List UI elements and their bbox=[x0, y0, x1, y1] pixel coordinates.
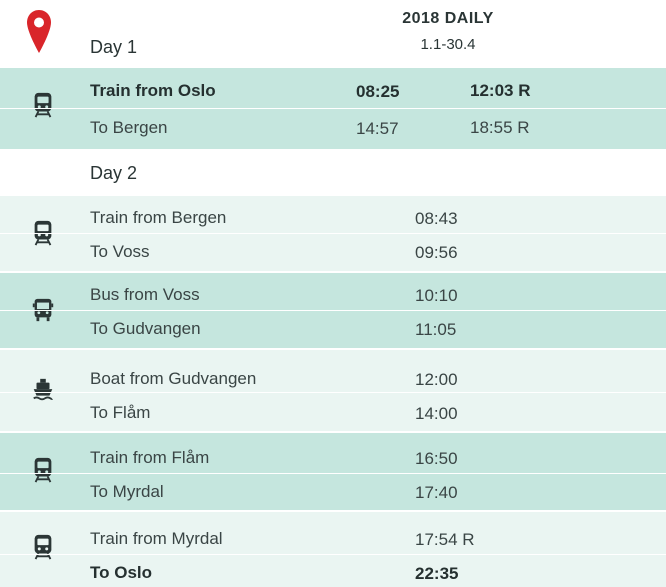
day-2-label: Day 2 bbox=[90, 163, 138, 183]
schedule-date-range: 1.1-30.4 bbox=[420, 36, 476, 53]
leg-departure: 08:43 bbox=[415, 209, 458, 228]
leg-row-oslo-bergen[interactable] bbox=[0, 68, 666, 149]
leg-row-gudvangen-flam[interactable] bbox=[0, 350, 666, 431]
leg-arrival-2: 18:55 R bbox=[470, 118, 530, 137]
leg-row-voss-gudvangen[interactable] bbox=[0, 273, 666, 348]
leg-to: To Bergen bbox=[90, 118, 168, 137]
leg-to: To Voss bbox=[90, 242, 150, 261]
leg-departure-2: 14:57 bbox=[356, 119, 399, 138]
leg-departure: 17:54 R bbox=[415, 530, 475, 549]
leg-to: To Oslo bbox=[90, 563, 153, 582]
leg-departure: 16:50 bbox=[415, 449, 458, 468]
leg-to: To Gudvangen bbox=[90, 319, 201, 338]
train-icon bbox=[32, 457, 54, 483]
schedule-title: 2018 DAILY bbox=[402, 10, 494, 27]
leg-departure-1: 08:25 bbox=[356, 82, 400, 101]
leg-from: Bus from Voss bbox=[90, 285, 200, 304]
leg-row-myrdal-oslo[interactable] bbox=[0, 512, 666, 587]
leg-arrival: 11:05 bbox=[415, 320, 457, 339]
train-icon bbox=[32, 92, 54, 118]
map-pin-icon bbox=[26, 9, 52, 55]
leg-from: Train from Myrdal bbox=[90, 529, 223, 548]
leg-to: To Flåm bbox=[90, 403, 151, 422]
train-icon bbox=[32, 534, 54, 560]
leg-to: To Myrdal bbox=[90, 482, 164, 501]
leg-from: Boat from Gudvangen bbox=[90, 369, 257, 388]
leg-from: Train from Bergen bbox=[90, 208, 227, 227]
leg-arrival: 17:40 bbox=[415, 483, 458, 502]
day-1-label: Day 1 bbox=[90, 37, 138, 57]
leg-arrival: 14:00 bbox=[415, 404, 458, 423]
leg-departure: 12:00 bbox=[415, 370, 458, 389]
leg-arrival: 22:35 bbox=[415, 564, 459, 583]
ferry-icon bbox=[32, 377, 54, 403]
leg-departure: 10:10 bbox=[415, 286, 458, 305]
leg-from: Train from Oslo bbox=[90, 81, 216, 100]
leg-row-flam-myrdal[interactable] bbox=[0, 433, 666, 510]
leg-row-bergen-voss[interactable] bbox=[0, 196, 666, 271]
leg-from: Train from Flåm bbox=[90, 448, 210, 467]
leg-arrival-1: 12:03 R bbox=[470, 81, 531, 100]
leg-arrival: 09:56 bbox=[415, 243, 458, 262]
